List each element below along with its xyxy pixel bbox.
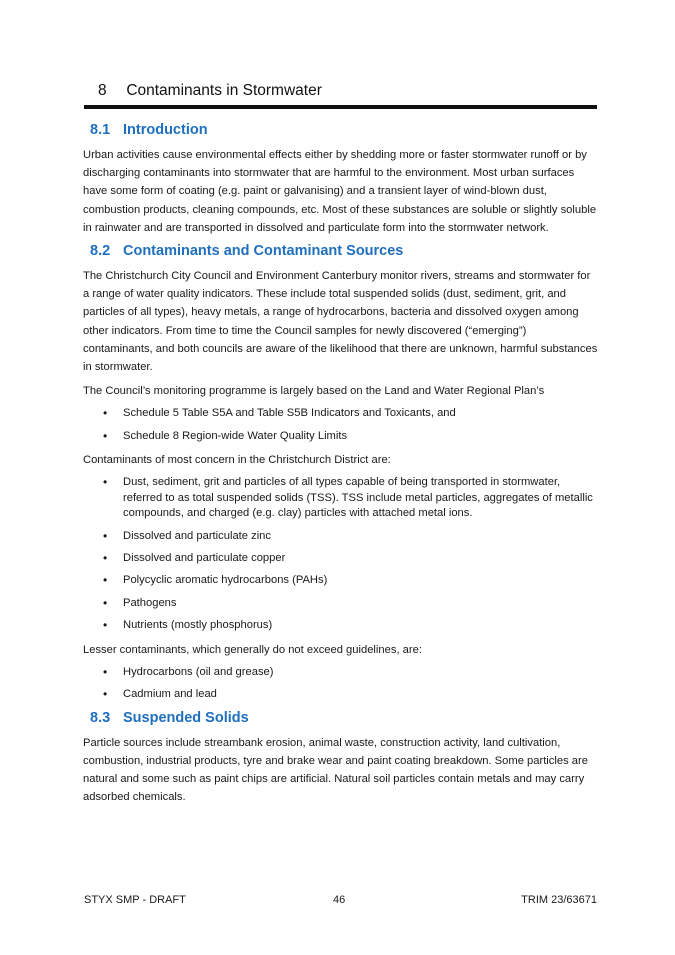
paragraph: Urban activities cause environmental effects either by shedding more or faster stormwater runoff or by discharging contaminants into stormwater that are harmful to the environment. Most urban surfaces have some form of coating (e.g. paint or galvanising) and a transient layer of wind-blown dust, combustion products, cleaning compounds, etc. Most of these substances are soluble or slightly soluble in rainwater and are transported in dissolved and particulate form into the stormwater network. bbox=[83, 149, 597, 234]
bullet-list-lesser-contaminants bbox=[83, 665, 598, 703]
section-title: Contaminants and Contaminant Sources bbox=[123, 243, 404, 260]
section-title: Suspended Solids bbox=[123, 709, 249, 726]
list-item: • Dissolved and particulate zinc bbox=[83, 529, 598, 544]
list-item: • Polycyclic aromatic hydrocarbons (PAHs) bbox=[83, 573, 598, 588]
bullet-list-schedules bbox=[83, 406, 598, 444]
paragraph: Contaminants of most concern in the Christchurch District are: bbox=[83, 454, 391, 467]
chapter-rule bbox=[84, 105, 597, 109]
list-item: • Nutrients (mostly phosphorus) bbox=[83, 618, 598, 633]
section-heading-8-3 bbox=[90, 710, 598, 726]
list-item: • Schedule 5 Table S5A and Table S5B Indicators and Toxicants, and bbox=[83, 406, 598, 421]
section-heading-8-2 bbox=[90, 243, 598, 259]
list-item: • Dissolved and particulate copper bbox=[83, 551, 598, 566]
list-item: • Cadmium and lead bbox=[83, 687, 598, 702]
chapter-number: 8 bbox=[98, 82, 107, 99]
bullet-list-major-contaminants bbox=[83, 475, 598, 633]
paragraph: Particle sources include streambank erosion, animal waste, construction activity, land cultivation, combustion, industrial products, tyre and brake wear and paint coating breakdown. Some particles are natural and some such as paint chips are artificial. Natural soil particles contain metals and may carry adsorbed chemicals. bbox=[83, 736, 588, 804]
list-item: • Pathogens bbox=[83, 596, 598, 611]
section-number: 8.2 bbox=[90, 243, 111, 260]
footer-trim-reference: TRIM 23/63671 bbox=[521, 894, 597, 906]
section-number: 8.3 bbox=[90, 709, 111, 726]
page-content bbox=[83, 118, 598, 813]
section-heading-8-1 bbox=[90, 122, 598, 138]
footer-document-label: STYX SMP - DRAFT bbox=[84, 894, 186, 906]
section-title: Introduction bbox=[123, 122, 208, 138]
list-item: • Schedule 8 Region-wide Water Quality Limits bbox=[83, 429, 598, 444]
paragraph: Lesser contaminants, which generally do not exceed guidelines, are: bbox=[83, 643, 422, 656]
section-number: 8.1 bbox=[90, 122, 111, 138]
list-item: • Hydrocarbons (oil and grease) bbox=[83, 665, 598, 680]
chapter-title: Contaminants in Stormwater bbox=[126, 82, 322, 99]
list-item: • Dust, sediment, grit and particles of all types capable of being transported in stormwater, referred to as total suspended solids (TSS). TSS include metal particles, aggregates of metallic compounds, and charged (e.g. clay) particles with attached metal ions. bbox=[83, 475, 598, 521]
page-number: 46 bbox=[333, 894, 346, 906]
paragraph: The Council’s monitoring programme is largely based on the Land and Water Regional Plan’s bbox=[83, 385, 545, 398]
chapter-heading bbox=[98, 82, 322, 100]
paragraph: The Christchurch City Council and Environment Canterbury monitor rivers, streams and stormwater for a range of water quality indicators. These include total suspended solids (dust, sediment, grit, and particles of all types), heavy metals, a range of hydrocarbons, bacteria and dissolved oxygen among other indicators. From time to time the Council samples for newly discovered (“emerging”) contaminants, and both councils are aware of the likelihood that there are unknown, harmful substances in stormwater. bbox=[83, 270, 598, 374]
